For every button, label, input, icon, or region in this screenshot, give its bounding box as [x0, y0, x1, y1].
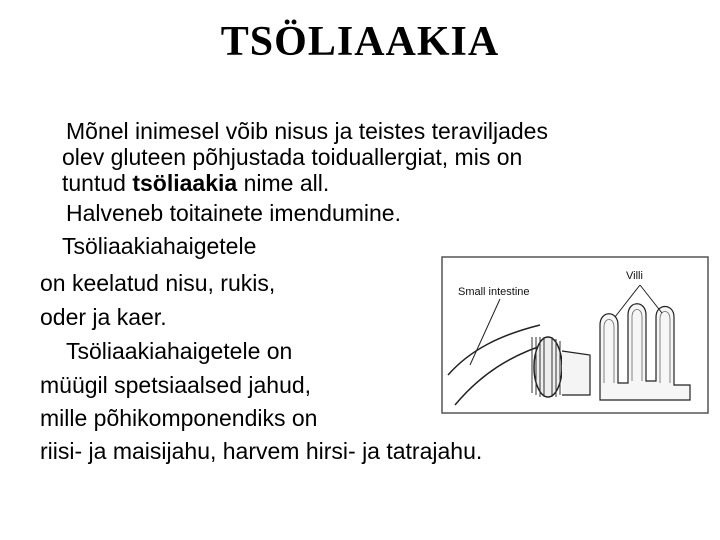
text-line-3-start: tuntud: [62, 170, 133, 196]
text-line-9: müügil spetsiaalsed jahud,: [40, 372, 312, 398]
text-line-6: on keelatud nisu, rukis,: [40, 270, 276, 296]
text-line-3-end: nime all.: [237, 170, 330, 196]
text-line-3: [62, 170, 329, 196]
highlight-term: tsöliaakia: [132, 170, 238, 196]
intestine-illustration: [440, 255, 710, 415]
text-line-4: Halveneb toitainete imendumine.: [66, 200, 401, 226]
text-line-2: olev gluteen põhjustada toiduallergiat, mis on: [62, 144, 523, 170]
intestine-section: [562, 351, 590, 395]
intestine-figure: [440, 255, 710, 415]
label-small-intestine: Small intestine: [458, 286, 530, 298]
text-line-8: Tsöliaakiahaigetele on: [66, 338, 293, 364]
label-villi: Villi: [626, 270, 643, 282]
text-line-7: oder ja kaer.: [40, 304, 167, 330]
text-line-1: Mõnel inimesel võib nisus ja teistes teraviljades: [66, 118, 548, 144]
text-line-10: mille põhikomponendiks on: [40, 405, 318, 431]
slide-title: TSÖLIAAKIA: [220, 19, 500, 65]
text-line-11: riisi- ja maisijahu, harvem hirsi- ja tatrajahu.: [40, 438, 483, 464]
text-line-5: Tsöliaakiahaigetele: [62, 233, 257, 259]
intestine-cut-end: [534, 337, 562, 397]
